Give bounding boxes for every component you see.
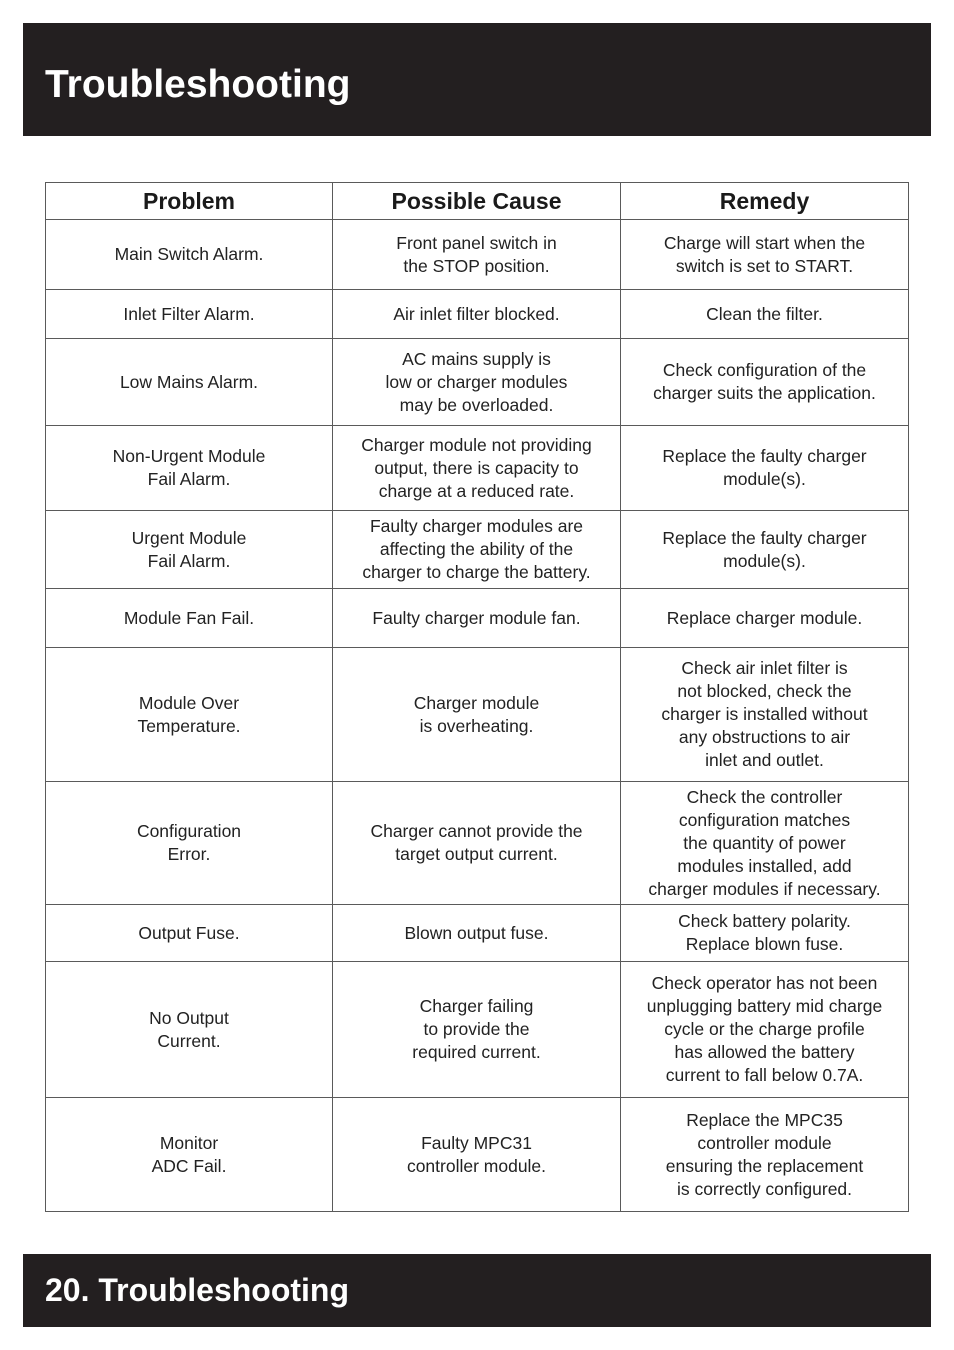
table-header-row xyxy=(46,183,909,220)
cause-cell: Charger module is overheating. xyxy=(333,648,621,782)
table-row xyxy=(46,589,909,648)
problem-cell: Monitor ADC Fail. xyxy=(46,1098,333,1212)
page-footer-banner xyxy=(23,1254,931,1327)
table-row xyxy=(46,426,909,511)
cause-cell: Faulty MPC31 controller module. xyxy=(333,1098,621,1212)
cause-cell: Air inlet filter blocked. xyxy=(333,290,621,339)
problem-cell: Module Over Temperature. xyxy=(46,648,333,782)
page-title: Troubleshooting xyxy=(45,62,351,106)
problem-cell: Output Fuse. xyxy=(46,905,333,962)
troubleshooting-table xyxy=(45,182,909,1212)
table-row xyxy=(46,290,909,339)
column-header-remedy: Remedy xyxy=(621,183,909,220)
remedy-cell: Check configuration of the charger suits the application. xyxy=(621,339,909,426)
remedy-cell: Replace the faulty charger module(s). xyxy=(621,426,909,511)
table-row xyxy=(46,1098,909,1212)
remedy-cell: Check the controller configuration matches the quantity of power modules installed, add charger modules if necessary. xyxy=(621,782,909,905)
cause-cell: Charger cannot provide the target output current. xyxy=(333,782,621,905)
problem-cell: Urgent Module Fail Alarm. xyxy=(46,511,333,589)
problem-cell: No Output Current. xyxy=(46,962,333,1098)
cause-cell: Charger module not providing output, there is capacity to charge at a reduced rate. xyxy=(333,426,621,511)
problem-cell: Configuration Error. xyxy=(46,782,333,905)
remedy-cell: Replace the MPC35 controller module ensuring the replacement is correctly configured. xyxy=(621,1098,909,1212)
cause-cell: Charger failing to provide the required current. xyxy=(333,962,621,1098)
cause-cell: Faulty charger modules are affecting the ability of the charger to charge the battery. xyxy=(333,511,621,589)
problem-cell: Main Switch Alarm. xyxy=(46,220,333,290)
remedy-cell: Check operator has not been unplugging battery mid charge cycle or the charge profile has allowed the battery current to fall below 0.7A. xyxy=(621,962,909,1098)
cause-cell: Blown output fuse. xyxy=(333,905,621,962)
table-row xyxy=(46,648,909,782)
table-row xyxy=(46,339,909,426)
remedy-cell: Check battery polarity. Replace blown fuse. xyxy=(621,905,909,962)
problem-cell: Inlet Filter Alarm. xyxy=(46,290,333,339)
problem-cell: Module Fan Fail. xyxy=(46,589,333,648)
table-row xyxy=(46,782,909,905)
cause-cell: Front panel switch in the STOP position. xyxy=(333,220,621,290)
table-row xyxy=(46,220,909,290)
column-header-problem: Problem xyxy=(46,183,333,220)
table-row xyxy=(46,905,909,962)
table-row xyxy=(46,511,909,589)
remedy-cell: Check air inlet filter is not blocked, check the charger is installed without any obstructions to air inlet and outlet. xyxy=(621,648,909,782)
table-row xyxy=(46,962,909,1098)
problem-cell: Non-Urgent Module Fail Alarm. xyxy=(46,426,333,511)
column-header-possible-cause: Possible Cause xyxy=(333,183,621,220)
remedy-cell: Replace the faulty charger module(s). xyxy=(621,511,909,589)
page-footer-title: 20. Troubleshooting xyxy=(45,1272,350,1308)
problem-cell: Low Mains Alarm. xyxy=(46,339,333,426)
remedy-cell: Charge will start when the switch is set to START. xyxy=(621,220,909,290)
remedy-cell: Replace charger module. xyxy=(621,589,909,648)
page-header-banner xyxy=(23,23,931,136)
cause-cell: AC mains supply is low or charger modules may be overloaded. xyxy=(333,339,621,426)
cause-cell: Faulty charger module fan. xyxy=(333,589,621,648)
remedy-cell: Clean the filter. xyxy=(621,290,909,339)
